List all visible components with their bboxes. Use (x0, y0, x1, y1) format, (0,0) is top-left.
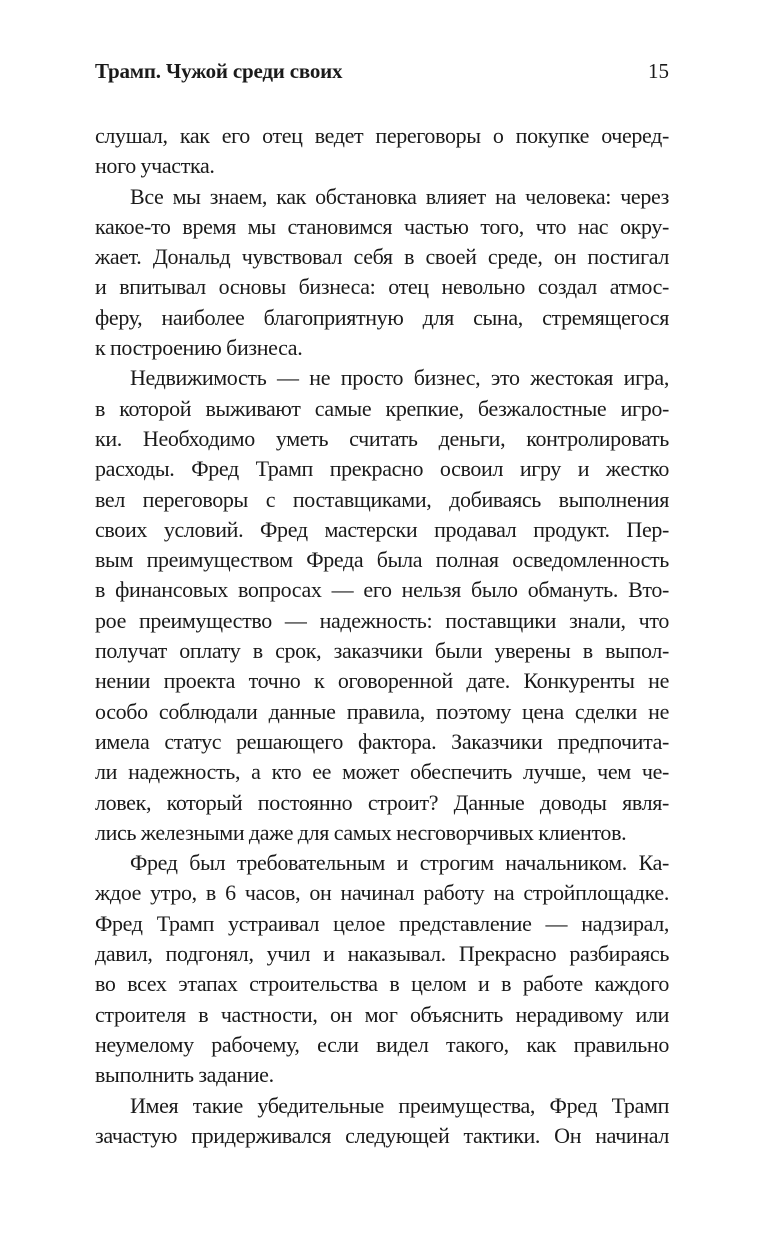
running-head (95, 57, 669, 87)
text-line: особо соблюдали данные правила, поэтому цена сделки не (95, 698, 669, 724)
paragraph-1 (95, 121, 669, 182)
text-line: в которой выживают самые крепкие, безжалостные игро- (95, 395, 669, 421)
paragraph-5 (95, 1091, 669, 1152)
text-line: ловек, который постоянно строит? Данные доводы явля- (95, 789, 669, 815)
paragraph-2 (95, 182, 669, 364)
text-line: Все мы знаем, как обстановка влияет на человека: через (130, 183, 669, 209)
text-line: в финансовых вопросах — его нельзя было обмануть. Вто- (95, 577, 669, 603)
page-number: 15 (648, 59, 669, 83)
text-line: ждое утро, в 6 часов, он начинал работу на стройплощадке. (95, 880, 669, 906)
body-text (95, 121, 669, 1151)
text-line: вым преимуществом Фреда была полная осведомленность (95, 547, 669, 573)
text-line: неумелому рабочему, если видел такого, как правильно (95, 1031, 669, 1057)
text-line: к построению бизнеса. (95, 335, 303, 361)
text-line: лись железными даже для самых несговорчивых клиентов. (95, 819, 627, 845)
text-line: ки. Необходимо уметь считать деньги, контролировать (95, 425, 669, 451)
text-line: какое-то время мы становимся частью того, что нас окру- (95, 213, 669, 239)
text-line: и впитывал основы бизнеса: отец невольно создал атмос- (95, 274, 669, 300)
text-line: рое преимущество — надежность: поставщики знали, что (95, 607, 669, 633)
text-line: жает. Дональд чувствовал себя в своей среде, он постигал (95, 244, 669, 270)
text-line: давил, подгонял, учил и наказывал. Прекрасно разбираясь (95, 941, 669, 967)
text-line: Недвижимость — не просто бизнес, это жестокая игра, (130, 365, 669, 391)
text-line: строителя в частности, он мог объяснить нерадивому или (95, 1001, 669, 1027)
running-title: Трамп. Чужой среди своих (95, 59, 343, 83)
text-line: имела статус решающего фактора. Заказчики предпочита- (95, 728, 669, 754)
text-line: Имея такие убедительные преимущества, Фред Трамп (130, 1092, 669, 1118)
text-line: вел переговоры с поставщиками, добиваясь выполнения (95, 486, 669, 512)
paragraph-3 (95, 363, 669, 848)
text-line: расходы. Фред Трамп прекрасно освоил игру и жестко (95, 456, 669, 482)
text-line: выполнить задание. (95, 1062, 274, 1088)
text-line: нении проекта точно к оговоренной дате. Конкуренты не (95, 668, 669, 694)
text-line: ного участка. (95, 153, 215, 179)
text-line: слушал, как его отец ведет переговоры о покупке очеред- (95, 123, 669, 148)
text-line: получат оплату в срок, заказчики были уверены в выпол- (95, 638, 669, 664)
text-line: феру, наиболее благоприятную для сына, стремящегося (95, 304, 669, 330)
paragraph-4 (95, 848, 669, 1090)
text-line: зачастую придерживался следующей тактики. Он начинал (95, 1122, 669, 1148)
text-line: во всех этапах строительства в целом и в работе каждого (95, 971, 669, 997)
text-line: своих условий. Фред мастерски продавал продукт. Пер- (95, 516, 669, 542)
text-line: ли надежность, а кто ее может обеспечить лучше, чем че- (95, 759, 669, 785)
text-line: Фред был требовательным и строгим начальником. Ка- (130, 850, 669, 876)
text-line: Фред Трамп устраивал целое представление — надзирал, (95, 910, 669, 936)
